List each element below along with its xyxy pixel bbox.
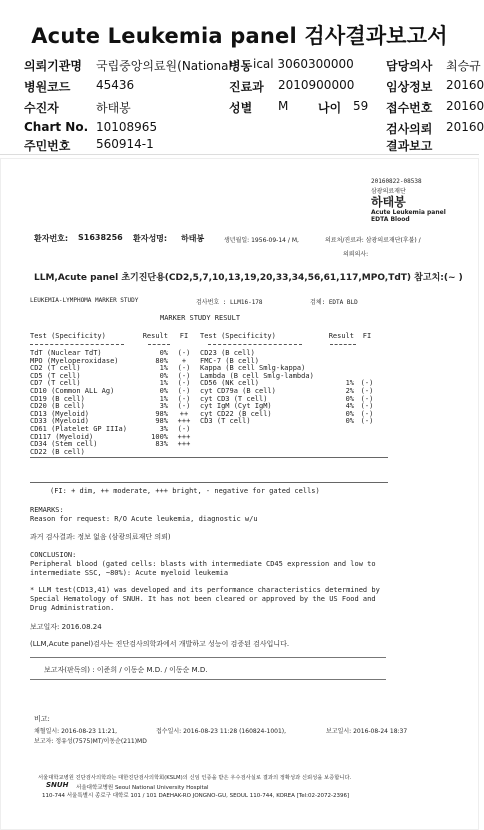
patient-dob: 생년월일: 1956-09-14 / M, bbox=[224, 237, 299, 244]
remarks-heading: REMARKS: bbox=[30, 506, 64, 514]
result: 0% bbox=[159, 371, 168, 380]
fi: +++ bbox=[177, 417, 191, 426]
fi: + bbox=[181, 356, 187, 365]
fi: (-) bbox=[360, 409, 374, 418]
result bbox=[306, 434, 354, 442]
value-clinical-info: 20160 bbox=[446, 78, 484, 92]
fi: (-) bbox=[360, 394, 374, 403]
label-hospital-code: 병원코드 bbox=[24, 80, 71, 94]
col-fi-1: FI bbox=[179, 332, 189, 340]
label-age: 나이 bbox=[318, 101, 342, 115]
result bbox=[130, 449, 168, 457]
fi: ++ bbox=[179, 409, 189, 418]
fi bbox=[354, 441, 380, 449]
test-name: TdT (Nuclear TdT) bbox=[30, 349, 102, 357]
value-accession: 20160 bbox=[446, 99, 484, 113]
marker-table bbox=[30, 350, 380, 456]
fi bbox=[354, 358, 380, 366]
fi-legend: (FI: + dim, ++ moderate, +++ bright, - negative for gated cells) bbox=[50, 487, 320, 495]
tag-panel: Acute Leukemia panel bbox=[371, 209, 446, 216]
result: 0% bbox=[345, 417, 354, 426]
result bbox=[306, 426, 354, 434]
conclusion-line-1: Peripheral blood (gated cells: blasts with intermediate CD45 expression and low to bbox=[30, 560, 376, 568]
patient-name-label: 환자성명: bbox=[133, 234, 168, 243]
test-name: cyt CD79a (B cell) bbox=[200, 386, 276, 395]
value-department: 2010900000 bbox=[278, 78, 355, 92]
test-name: cyt CD3 (T cell) bbox=[200, 394, 268, 403]
result: 4% bbox=[345, 402, 354, 411]
report-title: Acute Leukemia panel 검사결과보고서 bbox=[31, 24, 448, 48]
note-line-2: Special Hematology of SNUH. It has not been cleared or approved by the US Food and bbox=[30, 595, 376, 603]
result bbox=[306, 449, 354, 457]
col-test-1: Test (Specificity) bbox=[30, 332, 106, 340]
patient-name: 하태봉 bbox=[181, 234, 205, 243]
fi bbox=[354, 350, 380, 358]
result: 3% bbox=[159, 402, 168, 411]
fi: (-) bbox=[177, 424, 191, 433]
conclusion-line-2: intermediate SSC, ~80%): Acute myeloid leukemia bbox=[30, 569, 229, 577]
col-result-1: Result bbox=[142, 332, 168, 340]
test-name bbox=[200, 441, 306, 449]
study-left: LEUKEMIA-LYMPHOMA MARKER STUDY bbox=[30, 297, 139, 304]
fi: (-) bbox=[177, 386, 191, 395]
test-name: CD3 (T cell) bbox=[200, 417, 251, 426]
result: 2% bbox=[345, 386, 354, 395]
test-title: LLM,Acute panel 초기진단용(CD2,5,7,10,13,19,20,33,34,56,61,117,MPO,TdT) 참고치:(~ ) bbox=[34, 273, 463, 283]
test-name: CD22 (B cell) bbox=[30, 447, 85, 456]
label-chart-no: Chart No. bbox=[24, 120, 89, 134]
study-right: 검체: EDTA BLD bbox=[310, 299, 358, 306]
divider bbox=[30, 344, 124, 345]
fi: (-) bbox=[177, 394, 191, 403]
result: 98% bbox=[155, 409, 168, 418]
patient-no-label: 환자번호: bbox=[34, 234, 69, 243]
fi bbox=[354, 365, 380, 373]
reporter: 보고자(판독의) : 이준희 / 이동순 M.D. / 이동순 M.D. bbox=[44, 666, 208, 674]
fi bbox=[354, 434, 380, 442]
table-header bbox=[30, 333, 380, 341]
result: 3% bbox=[159, 424, 168, 433]
remarks-text: Reason for request: R/O Acute leukemia, diagnostic w/u bbox=[30, 515, 258, 523]
value-hospital-code: 45436 bbox=[96, 78, 135, 92]
test-name bbox=[200, 426, 306, 434]
test-name: CD5 (T cell) bbox=[30, 371, 81, 380]
fi: (-) bbox=[360, 417, 374, 426]
result: 0% bbox=[159, 386, 168, 395]
result: 100% bbox=[151, 432, 168, 441]
conclusion-heading: CONCLUSION: bbox=[30, 551, 77, 559]
marker-title: MARKER STUDY RESULT bbox=[160, 314, 241, 322]
receive-time: 접수일시: 2016-08-23 11:28 (160824-1001), bbox=[156, 728, 287, 735]
tag-patient-name: 하태봉 bbox=[371, 195, 406, 209]
test-name: CD56 (NK cell) bbox=[200, 379, 260, 388]
patient-no: S1638256 bbox=[78, 233, 123, 242]
value-institution: 국립중앙의료원(National bbox=[96, 59, 232, 73]
divider bbox=[208, 344, 302, 345]
value-ward: ical 3060300000 bbox=[253, 57, 354, 71]
value-age: 59 bbox=[353, 99, 369, 113]
fi: (-) bbox=[177, 371, 191, 380]
tag-org: 삼광의료재단 bbox=[371, 188, 406, 195]
tag-tube: EDTA Blood bbox=[371, 216, 410, 223]
note-line-1: * LLM test(CD13,41) was developed and its performance characteristics determined by bbox=[30, 586, 380, 594]
header-divider bbox=[0, 154, 479, 155]
result: 0% bbox=[345, 394, 354, 403]
label-accession: 접수번호 bbox=[386, 101, 433, 115]
result: 83% bbox=[155, 440, 168, 449]
test-name: FMC-7 (B cell) bbox=[200, 356, 260, 365]
footer-hospital: 서울대학교병원 Seoul National University Hospital bbox=[76, 785, 209, 791]
divider bbox=[30, 679, 386, 680]
test-name: cyt CD22 (B cell) bbox=[200, 409, 272, 418]
divider bbox=[330, 344, 356, 345]
fi: +++ bbox=[177, 440, 191, 449]
result: 1% bbox=[345, 379, 354, 388]
test-name: CD7 (T cell) bbox=[30, 379, 81, 388]
fi bbox=[354, 449, 380, 457]
result: 1% bbox=[159, 379, 168, 388]
test-name: CD19 (B cell) bbox=[30, 394, 85, 403]
result bbox=[306, 350, 354, 358]
footer-accreditation: 서울대학교병원 진단검사의학과는 대한진단검사의학회(KSLM)의 신임 인증을 받은 우수검사실로 결과의 정확성과 신뢰성을 보증합니다. bbox=[38, 775, 352, 781]
col-test-2: Test (Specificity) bbox=[200, 332, 276, 340]
patient-inst: 의료처/진료과: 삼광의료재단(후불) / bbox=[325, 237, 421, 244]
result: 0% bbox=[159, 349, 168, 357]
test-name: Lambda (B cell Smlg-lambda) bbox=[200, 371, 314, 380]
test-name: Kappa (B cell Smlg-kappa) bbox=[200, 364, 306, 373]
reporter-info: 보고자: 정유성(7575)MT/이동순(211)MD bbox=[34, 738, 147, 745]
label-patient: 수진자 bbox=[24, 101, 59, 115]
test-name bbox=[200, 449, 306, 457]
hospital-logo: SNUH bbox=[46, 781, 69, 789]
test-name: CD33 (Myeloid) bbox=[30, 417, 90, 426]
label-result-report: 결과보고 bbox=[386, 139, 433, 153]
test-name: CD2 (T cell) bbox=[30, 364, 81, 373]
test-name: CD23 (B cell) bbox=[200, 349, 255, 357]
note-line-3: Drug Administration. bbox=[30, 604, 115, 612]
test-name: CD10 (Common ALL Ag) bbox=[30, 386, 115, 395]
divider bbox=[30, 457, 388, 458]
value-patient: 하태봉 bbox=[96, 101, 131, 115]
divider bbox=[148, 344, 170, 345]
fi: +++ bbox=[177, 432, 191, 441]
collection-time: 채혈일시: 2016-08-23 11:21, bbox=[34, 728, 118, 735]
label-resident-no: 주민번호 bbox=[24, 139, 71, 153]
result: 0% bbox=[345, 409, 354, 418]
past-results: 과거 검사결과: 정보 없음 (삼광의료재단 의뢰) bbox=[30, 533, 171, 541]
test-name: MPO (Myeloperoxidase) bbox=[30, 356, 119, 365]
divider bbox=[30, 657, 386, 658]
result: 98% bbox=[155, 417, 168, 426]
result bbox=[306, 441, 354, 449]
result: 1% bbox=[159, 364, 168, 373]
value-request: 20160 bbox=[446, 120, 484, 134]
fi: (-) bbox=[360, 386, 374, 395]
divider bbox=[30, 482, 388, 483]
value-chart-no: 10108965 bbox=[96, 120, 158, 134]
label-department: 진료과 bbox=[229, 80, 264, 94]
table-row bbox=[30, 449, 380, 457]
test-name: CD117 (Myeloid) bbox=[30, 432, 94, 441]
test-name: CD13 (Myeloid) bbox=[30, 409, 90, 418]
fi: (-) bbox=[177, 379, 191, 388]
report-date: 보고일자: 2016.08.24 bbox=[30, 623, 102, 631]
test-name: CD34 (Stem cell) bbox=[30, 440, 98, 449]
value-sex: M bbox=[278, 99, 289, 113]
label-sex: 성별 bbox=[229, 101, 253, 115]
result bbox=[306, 358, 354, 366]
label-clinical-info: 임상정보 bbox=[386, 80, 433, 94]
label-institution: 의뢰기관명 bbox=[24, 59, 82, 73]
fi bbox=[168, 449, 200, 457]
col-result-2: Result bbox=[328, 332, 354, 340]
fi: (-) bbox=[177, 349, 191, 357]
label-ward: 병동 bbox=[229, 59, 253, 73]
test-name: CD20 (B cell) bbox=[30, 402, 85, 411]
fi: (-) bbox=[177, 364, 191, 373]
patient-doctor: 의뢰의사: bbox=[343, 251, 369, 258]
report-time: 보고일시: 2016-08-24 18:37 bbox=[326, 728, 408, 735]
footer-address: 110-744 서울특별시 종로구 대학로 101 / 101 DAEHAK-RO JONGNO-GU, SEOUL 110-744, KOREA [Tel:02-2072-2396] bbox=[42, 793, 350, 799]
col-fi-2: FI bbox=[362, 332, 372, 340]
disclaimer: (LLM,Acute panel)검사는 진단검사의학과에서 개발하고 성능이 검증된 검사입니다. bbox=[30, 640, 290, 648]
test-name bbox=[200, 434, 306, 442]
tag-code: 20160822-08538 bbox=[371, 178, 422, 185]
fi: (-) bbox=[177, 402, 191, 411]
result: 1% bbox=[159, 394, 168, 403]
value-resident-no: 560914-1 bbox=[96, 137, 154, 151]
result: 80% bbox=[155, 356, 168, 365]
test-name: cyt IgM (Cyt IgM) bbox=[200, 402, 272, 411]
fi bbox=[354, 426, 380, 434]
test-name: CD61 (Platelet GP IIIa) bbox=[30, 424, 127, 433]
value-doctor: 최승규 bbox=[446, 59, 481, 73]
fi: (-) bbox=[360, 379, 374, 388]
label-request: 검사의뢰 bbox=[386, 122, 433, 136]
label-doctor: 담당의사 bbox=[386, 59, 433, 73]
fi: (-) bbox=[360, 402, 374, 411]
note-heading: 비고: bbox=[34, 715, 50, 723]
study-mid: 검사번호 : LLM16-178 bbox=[196, 299, 263, 306]
